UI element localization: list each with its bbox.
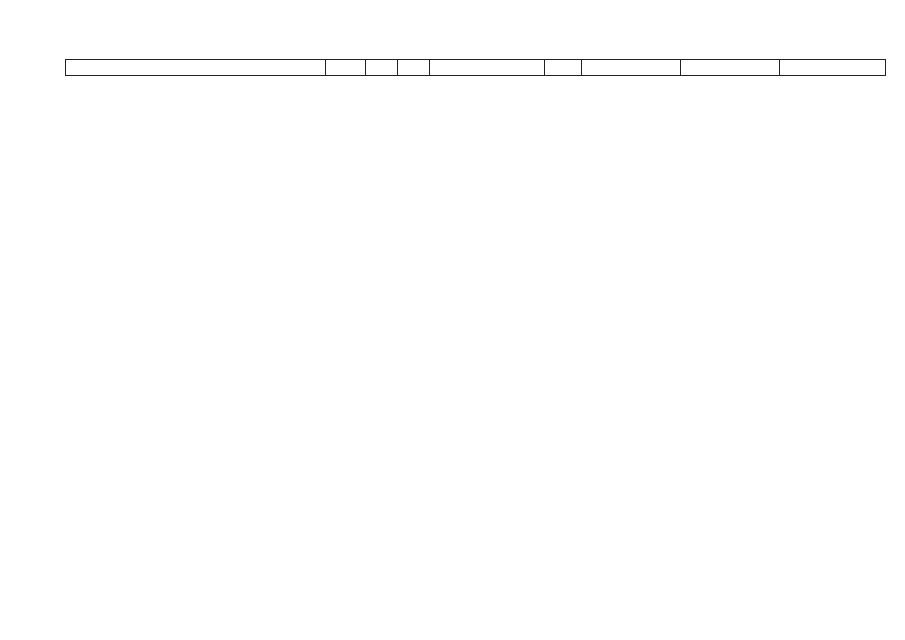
header-vr: [544, 59, 581, 76]
header-2021: [680, 59, 779, 76]
header-csr: [429, 59, 544, 76]
header-2022: [779, 59, 886, 76]
header-ved: [325, 59, 365, 76]
header-name: [65, 59, 325, 76]
header-pr: [397, 59, 429, 76]
header-2020: [581, 59, 680, 76]
header-rz: [365, 59, 397, 76]
